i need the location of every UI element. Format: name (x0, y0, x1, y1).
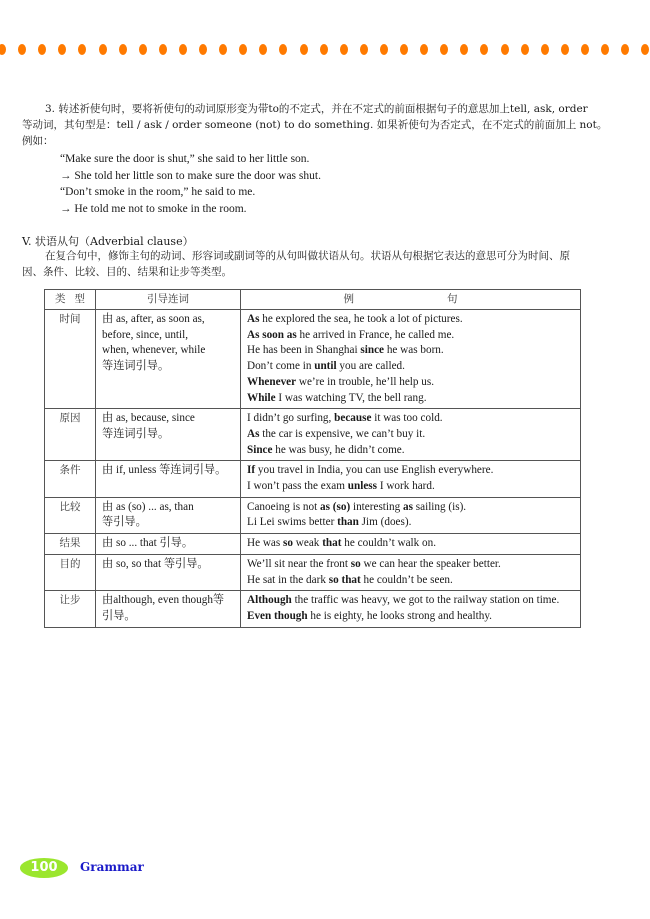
rule-3-line-1: 3. 转述祈使句时，要将祈使句的动词原形变为带to的不定式，并在不定式的前面根据句子的意思加上tell, ask, order (45, 103, 588, 115)
example-sentence (247, 411, 574, 427)
clause-type: 时间 (45, 310, 96, 409)
example-sentence (247, 515, 574, 531)
conjunction-highlight: than (337, 516, 359, 529)
table-row (45, 497, 581, 533)
sentence-fragment: he couldn’t walk on. (341, 537, 437, 550)
sentence-fragment: sailing (is). (412, 500, 467, 513)
conjunction-cell (96, 534, 241, 555)
header-type (45, 290, 96, 310)
example-cell (241, 497, 581, 533)
example-sentence (247, 359, 574, 375)
table-row (45, 554, 581, 590)
dot-ornament (119, 44, 127, 55)
dot-ornament (561, 44, 569, 55)
conjunction-cell (96, 591, 241, 627)
dot-ornament (581, 44, 589, 55)
dot-ornament (501, 44, 509, 55)
sentence-fragment: it was too cold. (371, 412, 443, 425)
conjunction-cell (96, 409, 241, 461)
conjunction-highlight: Since (247, 443, 273, 456)
header-type-char: 类 (55, 292, 66, 305)
dot-ornament (380, 44, 388, 55)
conjunction-text: 等连词引导。 (102, 360, 170, 373)
conjunction-text: before, since, until, (102, 328, 189, 341)
dot-ornament (279, 44, 287, 55)
example-sentence (247, 312, 574, 328)
sentence-fragment: weak (293, 537, 323, 550)
conjunction-highlight: Whenever (247, 375, 297, 388)
sentence-fragment: he is eighty, he looks strong and healthy. (307, 609, 492, 622)
conjunction-highlight: While (247, 391, 276, 404)
example-sentence: “Don’t smoke in the room,” he said to me. (60, 186, 256, 198)
section-heading: V. 状语从句（Adverbial clause） (22, 235, 194, 248)
example-sentence: → She told her little son to make sure the door was shut. (60, 170, 321, 182)
dot-ornament (300, 44, 308, 55)
example-cell (241, 591, 581, 627)
example-cell (241, 554, 581, 590)
sentence-fragment: He sat in the dark (247, 573, 329, 586)
conjunction-highlight: As soon as (247, 328, 297, 341)
dot-ornament (18, 44, 26, 55)
sentence-fragment: Canoeing is not (247, 500, 321, 513)
header-example-char: 句 (447, 292, 458, 305)
dot-ornament (420, 44, 428, 55)
table-header-row (45, 290, 581, 310)
dot-ornament (320, 44, 328, 55)
dot-ornament (78, 44, 86, 55)
example-cell (241, 534, 581, 555)
conjunction-highlight: so (350, 557, 361, 570)
dot-ornament (0, 44, 6, 55)
sentence-fragment: he couldn’t be seen. (360, 573, 453, 586)
dot-ornament (340, 44, 348, 55)
table-row (45, 534, 581, 555)
section-intro-line-2: 因、条件、比较、目的、结果和让步等类型。 (22, 266, 232, 278)
conjunction-text: 由 as, after, as soon as, (102, 313, 205, 325)
header-example-char: 例 (343, 292, 354, 305)
example-sentence (247, 328, 574, 344)
example-sentence (247, 593, 574, 609)
conjunction-highlight: as (403, 500, 413, 513)
sentence-fragment: the car is expensive, we can’t buy it. (259, 427, 426, 440)
example-cell (241, 409, 581, 461)
dot-ornament (601, 44, 609, 55)
example-sentence: → He told me not to smoke in the room. (60, 203, 247, 215)
example-sentence (247, 557, 574, 573)
section-intro-line-1: 在复合句中，修饰主句的动词、形容词或副词等的从句叫做状语从句。状语从句根据它表达的意思可分为时间、原 (45, 250, 570, 262)
dot-ornament (58, 44, 66, 55)
conjunction-cell (96, 310, 241, 409)
conjunction-text: 等连词引导。 (102, 427, 170, 440)
dot-ornament (239, 44, 247, 55)
dot-ornament (541, 44, 549, 55)
example-sentence (247, 343, 574, 359)
conjunction-highlight: Even though (247, 609, 308, 622)
dot-ornament (400, 44, 408, 55)
conjunction-text: 由 so, so that 等引导。 (102, 557, 209, 570)
conjunction-highlight: as (so) (320, 500, 351, 513)
conjunction-highlight: unless (347, 480, 378, 493)
sentence-fragment: he explored the sea, he took a lot of pictures. (259, 313, 463, 325)
sentence-fragment: you are called. (336, 360, 405, 373)
example-sentence (247, 443, 574, 459)
page-number-badge: 100 (20, 858, 68, 878)
example-sentence (247, 500, 574, 516)
conjunction-highlight: because (334, 412, 372, 425)
dot-ornament (199, 44, 207, 55)
example-sentence (247, 391, 574, 407)
dot-ornament (641, 44, 649, 55)
dot-ornament (159, 44, 167, 55)
conjunction-highlight: since (360, 344, 385, 357)
sentence-fragment: we’re in trouble, he’ll help us. (296, 375, 435, 388)
dot-ornament (440, 44, 448, 55)
clause-type: 比较 (45, 497, 96, 533)
sentence-fragment: I was watching TV, the bell rang. (275, 391, 427, 404)
footer-section-title: Grammar (80, 860, 144, 874)
example-sentence: “Make sure the door is shut,” she said to her little son. (60, 153, 310, 165)
example-cell (241, 310, 581, 409)
sentence-fragment: he arrived in France, he called me. (296, 328, 455, 341)
dot-ornament (219, 44, 227, 55)
example-sentence (247, 609, 574, 625)
dot-ornament (360, 44, 368, 55)
clause-type: 原因 (45, 409, 96, 461)
conjunction-highlight: so that (328, 573, 361, 586)
conjunction-highlight: If (247, 464, 256, 477)
conjunction-text: 由 as (so) ... as, than (102, 500, 194, 513)
conjunction-text: 由 if, unless 等连词引导。 (102, 464, 227, 477)
sentence-fragment: I work hard. (377, 480, 435, 493)
conjunction-text: 等引导。 (102, 516, 147, 529)
conjunction-cell (96, 497, 241, 533)
header-type-char: 型 (74, 292, 85, 305)
dot-ornament (259, 44, 267, 55)
conjunction-highlight: As (247, 427, 260, 440)
conjunction-cell (96, 554, 241, 590)
decorative-dot-border (0, 44, 650, 56)
header-example (241, 290, 581, 310)
sentence-fragment: we can hear the speaker better. (360, 557, 501, 570)
conjunction-cell (96, 461, 241, 497)
example-sentence (247, 573, 574, 589)
rule-3-line-2: 等动词，其句型是：tell / ask / order someone (not) to do something. 如果祈使句为否定式，在不定式的前面加上 not。 (22, 119, 608, 131)
dot-ornament (480, 44, 488, 55)
conjunction-highlight: so (283, 537, 293, 550)
dot-ornament (621, 44, 629, 55)
example-cell (241, 461, 581, 497)
dot-ornament (99, 44, 107, 55)
example-sentence (247, 375, 574, 391)
sentence-fragment: He was (247, 537, 284, 550)
sentence-fragment: interesting (350, 500, 404, 513)
header-conjunction: 引导连词 (96, 290, 241, 310)
rule-3-line-3: 例如： (22, 135, 54, 147)
sentence-fragment: Don’t come in (247, 360, 315, 373)
sentence-fragment: you travel in India, you can use English everywhere. (255, 464, 494, 477)
example-sentence (247, 536, 574, 552)
dot-ornament (139, 44, 147, 55)
sentence-fragment: he was born. (384, 344, 444, 357)
clause-type: 条件 (45, 461, 96, 497)
table-row (45, 591, 581, 627)
sentence-fragment: I didn’t go surfing, (247, 412, 335, 425)
example-sentence (247, 427, 574, 443)
conjunction-highlight: Although (247, 594, 292, 607)
clause-type: 目的 (45, 554, 96, 590)
clause-type: 结果 (45, 534, 96, 555)
sentence-fragment: I won’t pass the exam (247, 480, 348, 493)
sentence-fragment: Li Lei swims better (247, 516, 338, 529)
table-row (45, 310, 581, 409)
dot-ornament (460, 44, 468, 55)
dot-ornament (179, 44, 187, 55)
adverbial-clause-table (44, 289, 581, 628)
sentence-fragment: He has been in Shanghai (247, 344, 361, 357)
conjunction-text: 由 as, because, since (102, 412, 195, 425)
sentence-fragment: Jim (does). (358, 516, 412, 529)
example-sentence (247, 463, 574, 479)
conjunction-highlight: until (314, 360, 337, 373)
table-row (45, 461, 581, 497)
conjunction-highlight: that (322, 537, 342, 550)
conjunction-text: 由 so ... that 引导。 (102, 537, 194, 550)
clause-type: 让步 (45, 591, 96, 627)
dot-ornament (521, 44, 529, 55)
dot-ornament (38, 44, 46, 55)
table-row (45, 409, 581, 461)
conjunction-text: 由although, even though等 (102, 594, 225, 607)
conjunction-highlight: As (247, 313, 260, 325)
example-sentence (247, 479, 574, 495)
sentence-fragment: We’ll sit near the front (247, 557, 351, 570)
conjunction-text: 引导。 (102, 609, 136, 622)
conjunction-text: when, whenever, while (102, 344, 206, 357)
sentence-fragment: he was busy, he didn’t come. (272, 443, 405, 456)
sentence-fragment: the traffic was heavy, we got to the railway station on time. (291, 594, 560, 607)
